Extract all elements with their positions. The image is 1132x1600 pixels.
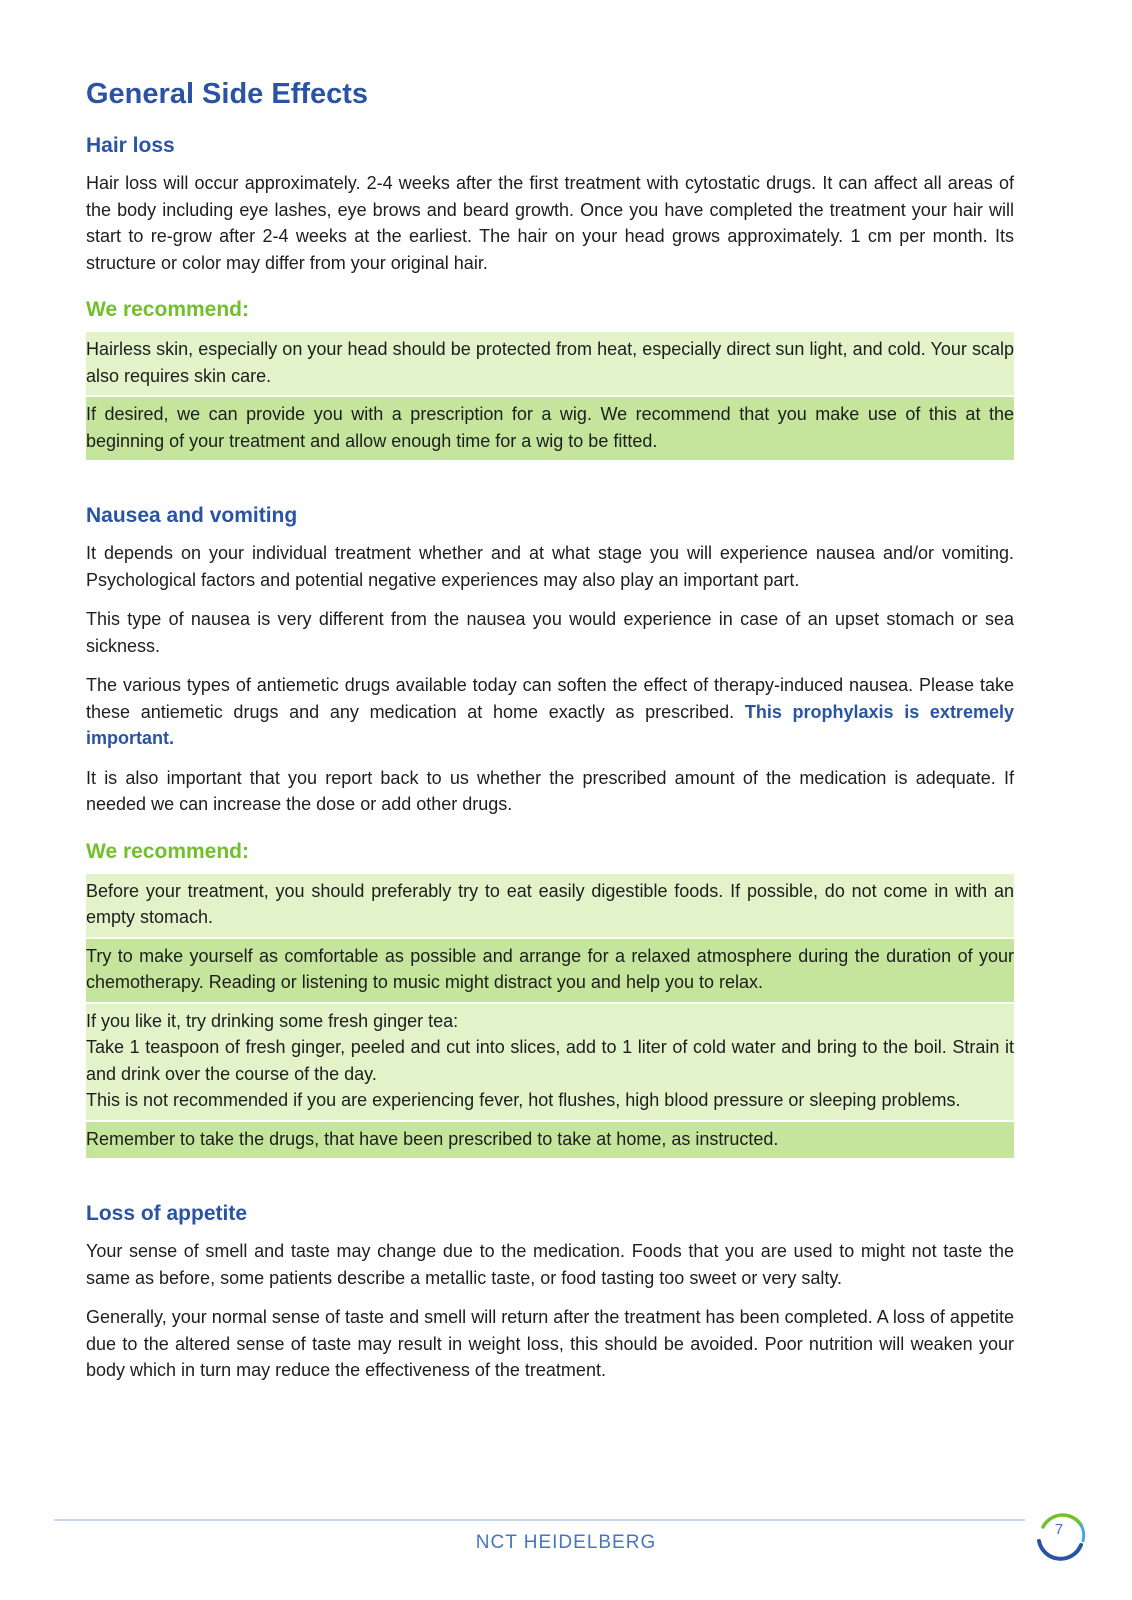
recommend-item-ginger-tea	[86, 1004, 1014, 1120]
hair-loss-paragraph: Hair loss will occur approximately. 2-4 weeks after the first treatment with cytostatic drugs. It can affect all areas of the body including eye lashes, eye brows and beard growth. Once you have completed the treatment your hair will start to re-grow after 2-4 weeks at the earliest. The hair on your head grows approximately. 1 cm per month. Its structure or color may differ from your original hair.	[86, 173, 1014, 273]
recommend-item: Remember to take the drugs, that have been prescribed to take at home, as instructed.	[86, 1122, 1014, 1159]
nausea-paragraph	[86, 672, 1014, 752]
page-content	[86, 74, 1014, 1384]
recommend-item: Try to make yourself as comfortable as possible and arrange for a relaxed atmosphere during the duration of your chemotherapy. Reading or listening to music might distract you and help you to relax.	[86, 939, 1014, 1002]
nausea-paragraph: It is also important that you report back to us whether the prescribed amount of the medication is adequate. If needed we can increase the dose or add other drugs.	[86, 767, 1014, 814]
page-number: 7	[1054, 1521, 1064, 1538]
page-number-badge	[1031, 1507, 1091, 1567]
recommend-item: Hairless skin, especially on your head should be protected from heat, especially direct sun light, and cold. Your scalp also requires skin care.	[86, 332, 1014, 395]
appetite-paragraph: Generally, your normal sense of taste and smell will return after the treatment has been completed. A loss of appetite due to the altered sense of taste may result in weight loss, this should be avoided. Poor nutrition will weaken your body which in turn may reduce the effectiveness of the treatment.	[86, 1307, 1014, 1380]
ginger-tea-line: If you like it, try drinking some fresh ginger tea:	[86, 1010, 459, 1031]
nausea-paragraph-text: The various types of antiemetic drugs available today can soften the effect of therapy-induced nausea. Please take these antiemetic drugs and any medication at home exactly as prescribed.	[86, 675, 1014, 722]
section-heading-appetite: Loss of appetite	[86, 1202, 248, 1225]
appetite-paragraph: Your sense of smell and taste may change due to the medication. Foods that you are used to might not taste the same as before, some patients describe a metallic taste, or food tasting too sweet or very salty.	[86, 1241, 1014, 1288]
recommend-heading-nausea: We recommend:	[86, 839, 249, 863]
recommend-list-hair	[86, 332, 1014, 460]
recommend-list-nausea	[86, 874, 1014, 1159]
ginger-tea-line: This is not recommended if you are experiencing fever, hot flushes, high blood pressure or sleeping problems.	[86, 1090, 961, 1110]
recommend-item: If desired, we can provide you with a prescription for a wig. We recommend that you make use of this at the beginning of your treatment and allow enough time for a wig to be fitted.	[86, 397, 1014, 460]
prophylaxis-highlight: This prophylaxis is extremely important.	[86, 701, 1014, 748]
footer-org-name: NCT HEIDELBERG	[475, 1532, 657, 1553]
recommend-heading-hair: We recommend:	[86, 298, 249, 321]
recommend-item: Before your treatment, you should preferably try to eat easily digestible foods. If possible, do not come in with an empty stomach.	[86, 874, 1014, 937]
nausea-paragraph: It depends on your individual treatment whether and at what stage you will experience nausea and/or vomiting. Psychological factors and potential negative experiences may also play an important part.	[86, 543, 1014, 590]
footer-divider	[54, 1519, 1025, 1521]
section-heading-nausea: Nausea and vomiting	[86, 504, 298, 527]
page-title: General Side Effects	[86, 78, 369, 110]
section-heading-hair-loss: Hair loss	[86, 134, 175, 157]
ginger-tea-line: Take 1 teaspoon of fresh ginger, peeled and cut into slices, add to 1 liter of cold water and bring to the boil. Strain it and drink over the course of the day.	[86, 1037, 1014, 1084]
nausea-paragraph: This type of nausea is very different from the nausea you would experience in case of an upset stomach or sea sickness.	[86, 609, 1014, 656]
